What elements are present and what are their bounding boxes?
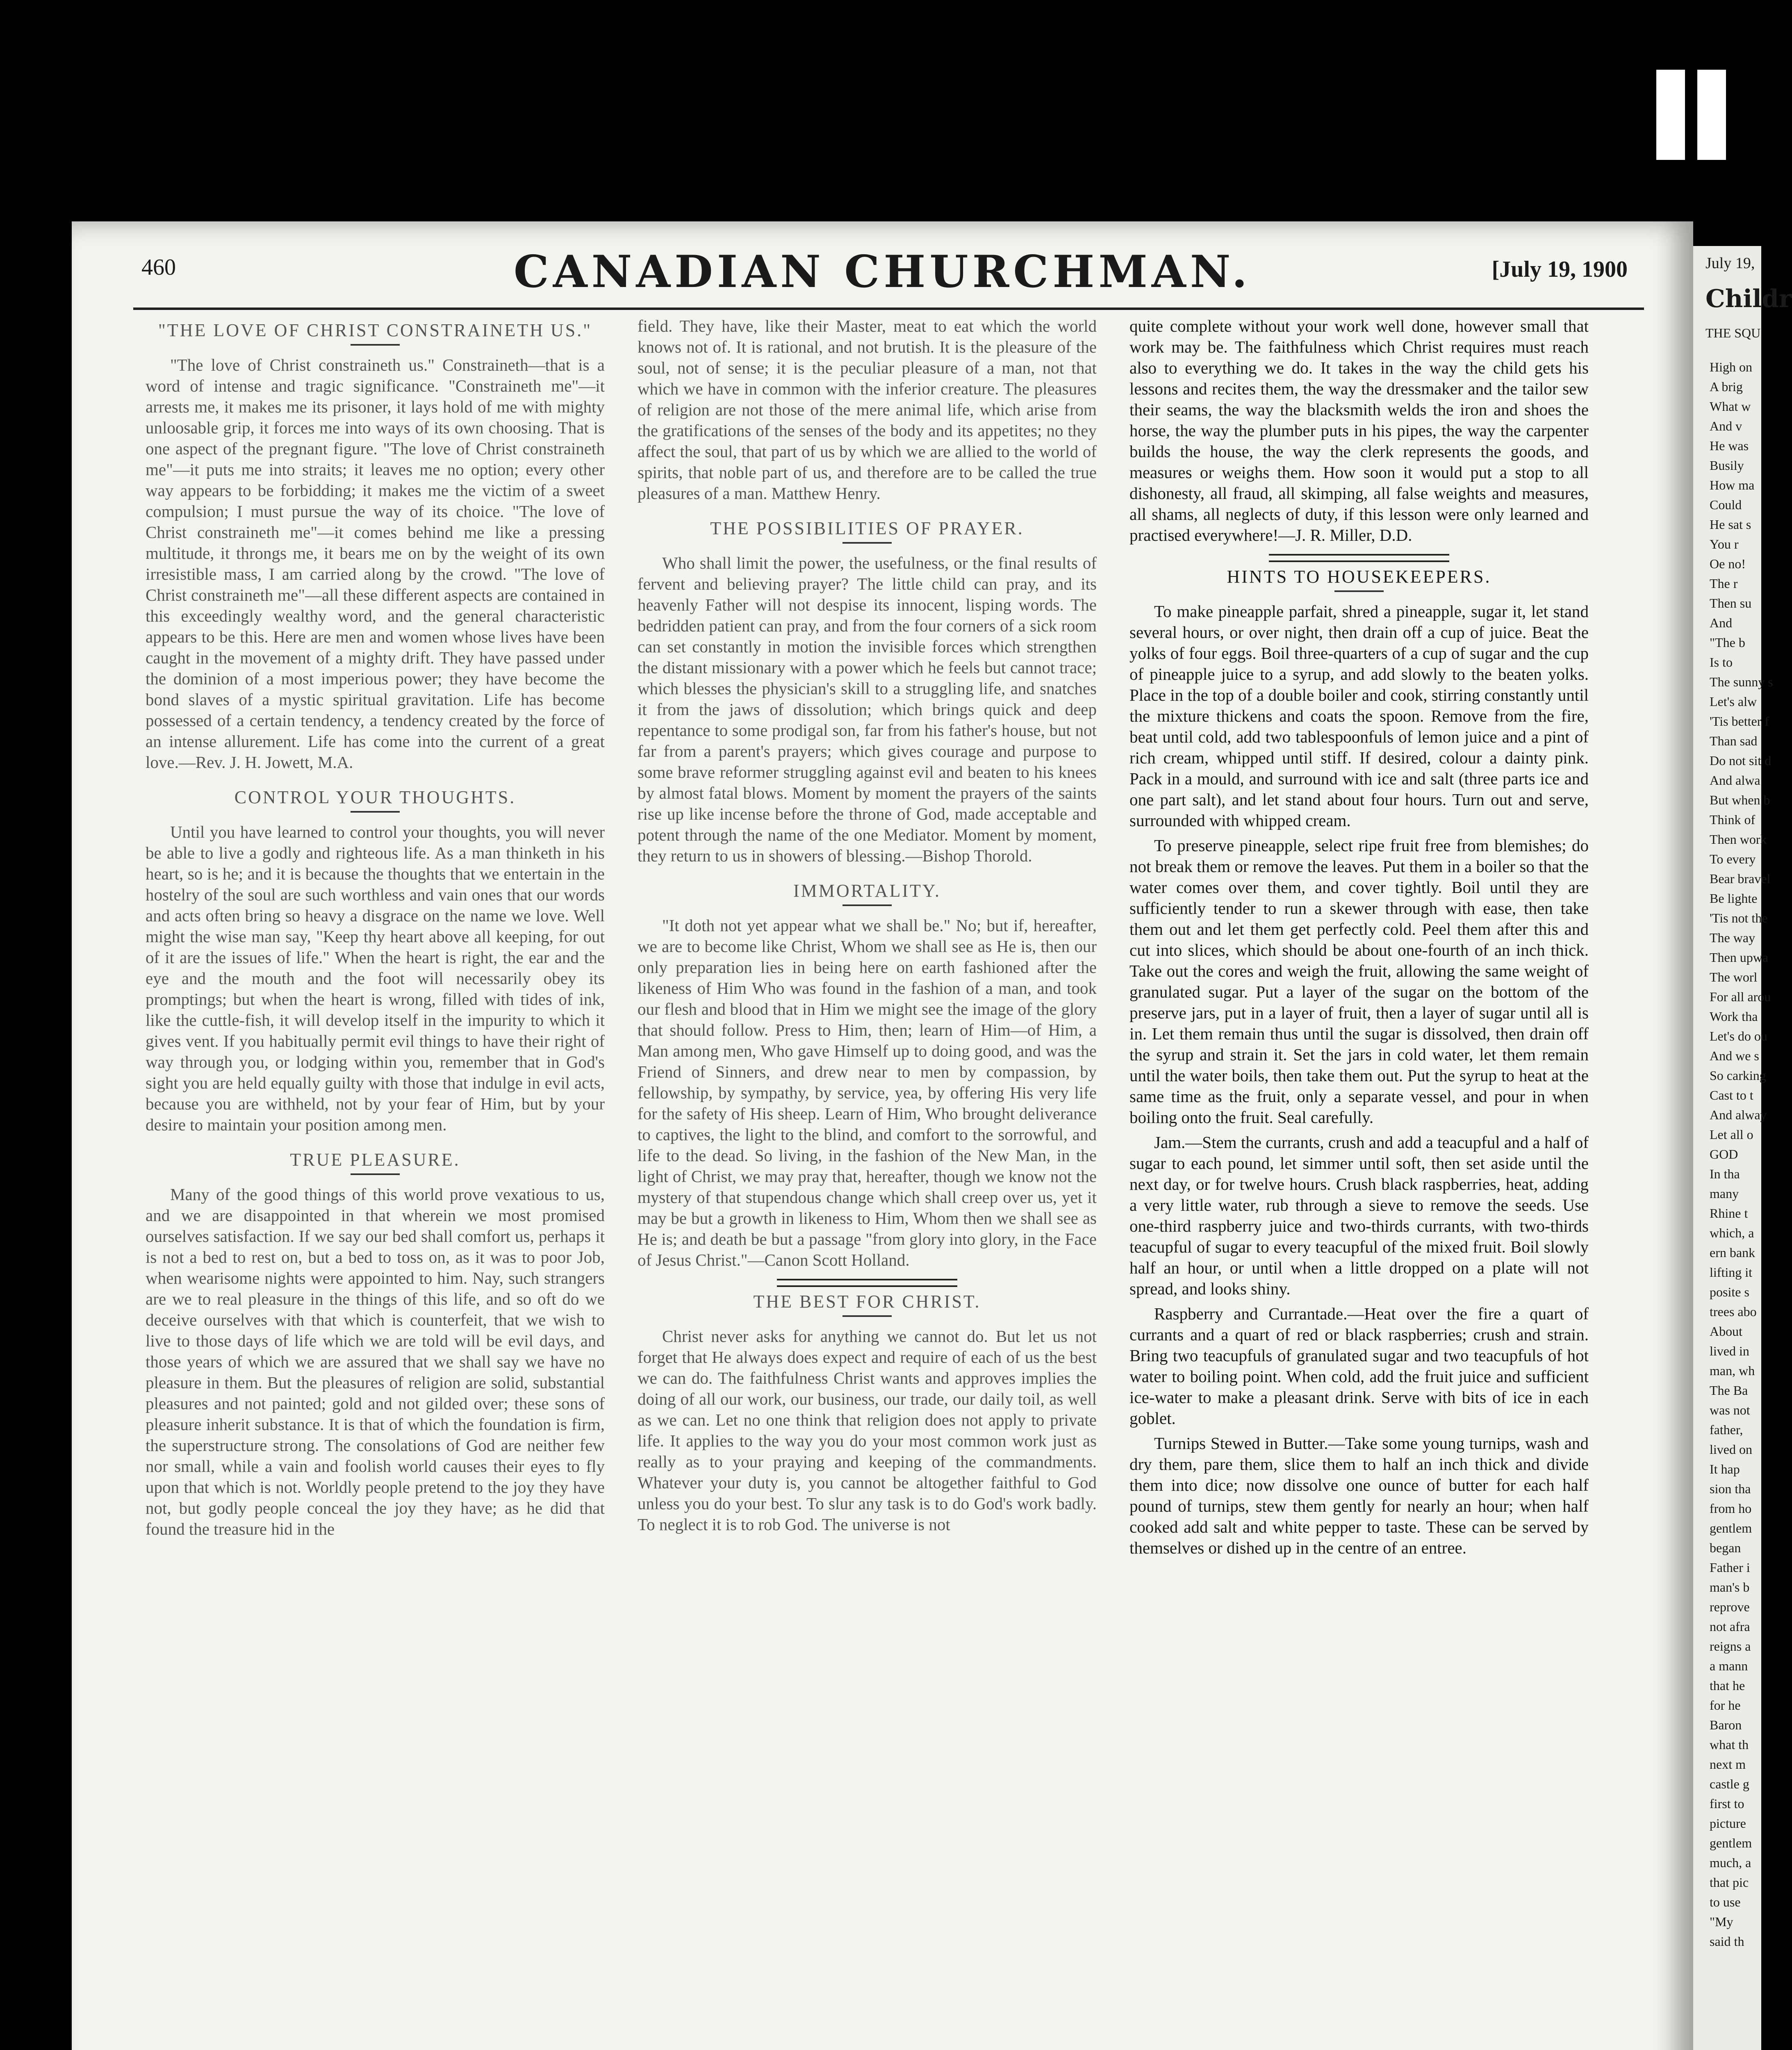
next-page-line: The worl	[1710, 970, 1758, 984]
next-page-line: what th	[1710, 1737, 1749, 1752]
next-page-line: ern bank	[1710, 1245, 1756, 1260]
next-page-line: lifting it	[1710, 1265, 1752, 1280]
next-page-line: About	[1710, 1324, 1742, 1339]
article-heading: IMMORTALITY.	[793, 881, 941, 901]
article-paragraph: Who shall limit the power, the usefulness, or the final results of fervent and believing prayer? The little child can pray, and its heavenly Father will not despise its innocent, lisping words. The bedridden patient can pray, and from the four corners of a sick room can set constantly in motion the invisible forces which strengthen the distant missionary with a power which he feels but cannot trace; which blesses the physician's skill to a struggling life, and snatches it from the jaws of dissolution; which brings quick and deep repentance to some prodigal son, far from his father's house, but not far from a parent's prayers; which gives courage and purpose to some brave reformer struggling against evil and beaten to his knees by almost fatal blows. Moment by moment the prayers of the saints rise up like incense before the throne of God, made acceptable and potent through the name of the one Mediator. Moment by moment, they return to us in showers of blessing.—Bishop Thorold.	[638, 554, 1097, 865]
article-paragraph: Turnips Stewed in Butter.—Take some young turnips, wash and dry them, pare them, slice them to half an inch thick and divide them into dice; now dissolve one ounce of butter for each half pound of turnips, stew them gently for nearly an hour; when half cooked add salt and white pepper to taste. These can be served by themselves or dished up in the centre of an entree.	[1129, 1434, 1589, 1557]
divider	[842, 542, 892, 544]
double-rule	[777, 1279, 957, 1287]
masthead	[72, 238, 1693, 303]
column-1	[146, 316, 605, 1544]
next-page-line: And	[1710, 615, 1733, 630]
article-heading: THE BEST FOR CHRIST.	[753, 1292, 981, 1312]
next-page-line: man, wh	[1710, 1363, 1755, 1378]
next-page-line: began	[1710, 1540, 1741, 1555]
column-2	[638, 316, 1097, 1539]
next-page-subtitle: THE SQU	[1705, 326, 1761, 340]
issue-date: [July 19, 1900	[1491, 257, 1628, 282]
article-heading: TRUE PLEASURE.	[290, 1150, 460, 1170]
next-page-line: lived on	[1710, 1442, 1752, 1457]
next-page-line: Than sad	[1710, 733, 1758, 748]
next-page-line: And alwa	[1710, 773, 1760, 788]
next-page-line: from ho	[1710, 1501, 1752, 1516]
next-page-line: Could	[1710, 497, 1742, 512]
next-page-line: Cast to t	[1710, 1088, 1753, 1102]
next-page-line: A brig	[1710, 379, 1743, 394]
next-page-line: He was	[1710, 438, 1749, 453]
next-page-line: gentlem	[1710, 1521, 1752, 1535]
next-page-line: that pic	[1710, 1875, 1749, 1890]
next-page-line: not afra	[1710, 1619, 1750, 1634]
next-page-line: Father i	[1710, 1560, 1750, 1575]
next-page-line: The Ba	[1710, 1383, 1748, 1398]
next-page-line: What w	[1710, 399, 1751, 414]
article-paragraph: Many of the good things of this world prove vexatious to us, and we are disappointed in that wherein we most promised ourselves satisfaction. If we say our bed shall comfort us, perhaps it is not a bed to rest on, but a bed to toss on, as it was to poor Job, when wearisome nights were appointed to him. Nay, such strangers are we to real pleasure in the things of this life, and so oft do we deceive ourselves with that which is counterfeit, that we wish to live to those days of life which we are told will be evil days, and those years of which we are assured that we shall say we have no pleasure in them. But the pleasures of religion are solid, substantial pleasures and not painted; gold and not gilded over; these sons of pleasure inherit substance. It is that of which the foundation is firm, the superstructure strong. The consolations of God are neither few nor small, while a vain and foolish world causes their eyes to fly upon that which is not. Worldly people pretend to the joy they have not, but godly people conceal the joy they have; as he did that found the treasure hid in the	[146, 1185, 605, 1538]
article-paragraph: Raspberry and Currantade.—Heat over the fire a quart of currants and a quart of red or black raspberries; crush and strain. Bring two teacupfuls of granulated sugar and two teacupfuls of hot water to boiling point. When cold, add the fruit juice and sufficient ice-water to make a pleasant drink. Serve with bits of ice in each goblet.	[1129, 1304, 1589, 1428]
next-page-line: for he	[1710, 1698, 1741, 1713]
masthead-rule	[133, 308, 1644, 310]
next-page-line: sion tha	[1710, 1481, 1751, 1496]
next-page-line: Let's do ou	[1710, 1029, 1767, 1043]
next-page-line: father,	[1710, 1422, 1743, 1437]
next-page-line: Busily	[1710, 458, 1744, 473]
next-page-line: gentlem	[1710, 1836, 1752, 1850]
next-page-line: The way	[1710, 930, 1756, 945]
film-frame-mark	[1656, 70, 1685, 160]
article-paragraph: Jam.—Stem the currants, crush and add a teacupful and a half of sugar to each pound, let simmer until soft, then set aside until the next day, or for twelve hours. Crush black raspberries, heat, adding a very little water, rub through a sieve to remove the seeds. Use one-third raspberry juice and two-thirds currants, with two-thirds teacupful of sugar to every teacupful of the mixed fruit. Boil slowly half an hour, or until when a little dropped on a plate will not spread, and looks shiny.	[1129, 1133, 1589, 1298]
article-paragraph: Christ never asks for anything we cannot do. But let us not forget that He always does expect and require of each of us the best we can do. The faithfulness Christ wants and approves implies the doing of all our work, our business, our trade, our daily toil, as well as we can. Let no one think that religion does not apply to private life. It applies to the way you do your most common work just as really as to your praying and keeping of the commandments. Whatever your duty is, you cannot be altogether faithful to God unless you do your best. To slur any task is to do God's work badly. To neglect it is to rob God. The universe is not	[638, 1327, 1097, 1534]
next-page-line: Is to	[1710, 655, 1733, 670]
next-page-line: Think of	[1710, 812, 1756, 827]
next-page-line: To every	[1710, 852, 1756, 866]
next-page-line: much, a	[1710, 1855, 1751, 1870]
next-page-line: You r	[1710, 537, 1739, 551]
next-page-lines	[1689, 341, 1773, 1951]
divider	[842, 904, 892, 906]
next-page-line: Do not sit d	[1710, 753, 1772, 768]
next-page-line: posite s	[1710, 1285, 1749, 1299]
next-page-line: GOD	[1710, 1147, 1738, 1162]
article-heading: THE POSSIBILITIES OF PRAYER.	[710, 518, 1024, 538]
next-page-line: Then upwa	[1710, 950, 1769, 965]
divider	[1334, 590, 1384, 592]
next-page-header: July 19,	[1705, 255, 1755, 272]
next-page-line: Then su	[1710, 596, 1752, 610]
next-page-line: man's b	[1710, 1580, 1750, 1594]
article-paragraph: field. They have, like their Master, meat to eat which the world knows not of. It is rational, and not brutish. It is the pleasure of the soul, not of sense; it is the peculiar pleasure of a man, not that which we have in common with the inferior creature. The pleasures of religion are not those of the mere animal life, which arise from the gratifications of the senses of the body and its appetites; no they affect the soul, that part of us by which we are allied to the world of spirits, that noble part of us, and therefore are to be called the true pleasures of a man. Matthew Henry.	[638, 317, 1097, 503]
next-page-line: "The b	[1710, 635, 1745, 650]
next-page-line: It hap	[1710, 1462, 1740, 1476]
next-page-line: He sat s	[1710, 517, 1751, 532]
next-page-line: to use	[1710, 1895, 1741, 1909]
divider	[351, 811, 400, 813]
next-page-line: picture	[1710, 1816, 1746, 1831]
next-page-line: Let all o	[1710, 1127, 1753, 1142]
next-page-line: "My	[1710, 1914, 1733, 1929]
next-page-line: next m	[1710, 1757, 1746, 1772]
divider	[842, 1315, 892, 1317]
next-page-line: that he	[1710, 1678, 1745, 1693]
next-page-line: trees abo	[1710, 1304, 1757, 1319]
paper-title: CANADIAN CHURCHMAN.	[513, 246, 1252, 298]
next-page-line: Then work	[1710, 832, 1767, 847]
next-page-line: said th	[1710, 1934, 1744, 1949]
next-page-line: was not	[1710, 1403, 1750, 1417]
article-paragraph: "It doth not yet appear what we shall be." No; but if, hereafter, we are to become like Christ, Whom we shall see as He is, then our only preparation lies in being here on earth fashioned after the likeness of Him Who was found in the fashion of a man, and took our flesh and blood that in Him we might see the image of the glory that should follow. Press to Him, then; learn of Him—of Him, a Man among men, Who gave Himself up to doing good, and was the Friend of Sinners, and drew near to men by compassion, by fellowship, by sympathy, by service, yea, by offering His very life for the safety of His sheep. Learn of Him, Who brought deliverance to captives, the light to the blind, and comfort to the sorrowful, and life to the dead. So living, in the fashion of the New Man, in the light of Christ, we may pray that, hereafter, though we know not the mystery of that stupendous change which shall creep over us, yet it may be but a growth in likeness to Him, Whom then we shall see as He is; and death be but a passage "from glory into glory, in the Face of Jesus Christ."—Canon Scott Holland.	[638, 916, 1097, 1269]
article-heading: CONTROL YOUR THOUGHTS.	[234, 787, 516, 807]
article-paragraph: quite complete without your work well done, however small that work may be. The faithfulness which Christ requires must reach also to everything we do. It takes in the way the child gets his lessons and recites them, the way the dressmaker and the tailor sew their seams, the way the blacksmith welds the iron and shoes the horse, the way the plumber puts in his pipes, the way the carpenter builds the house, the way the clerk represents the goods, and measures or weighs them. How soon it would put a stop to all dishonesty, all fraud, all skimping, all false weights and measures, all shams, all neglects of duty, if this lesson were only learned and practised everywhere!—J. R. Miller, D.D.	[1129, 317, 1589, 544]
next-page-line: In tha	[1710, 1166, 1740, 1181]
next-page-line: 'Tis not the	[1710, 911, 1768, 925]
divider	[351, 1173, 400, 1175]
film-frame-mark	[1697, 70, 1726, 160]
next-page-line: Let's alw	[1710, 694, 1757, 709]
article-heading: HINTS TO HOUSEKEEPERS.	[1227, 567, 1491, 587]
next-page-line: Work tha	[1710, 1009, 1758, 1024]
next-page-line: And v	[1710, 419, 1742, 433]
next-page-line: So carking	[1710, 1068, 1766, 1083]
next-page-line: And we s	[1710, 1048, 1759, 1063]
next-page-line: High on	[1710, 360, 1752, 374]
newspaper-page	[72, 221, 1693, 2050]
next-page-line: The sunny s	[1710, 674, 1773, 689]
divider	[351, 344, 400, 346]
next-page-line: many	[1710, 1186, 1739, 1201]
next-page-line: reigns a	[1710, 1639, 1751, 1654]
next-page-line: first to	[1710, 1796, 1744, 1811]
article-paragraph: Until you have learned to control your thoughts, you will never be able to live a godly and righteous life. As a man thinketh in his heart, so is he; and it is because the thoughts that we entertain in the hostelry of the soul are such worthless and vain ones that our words and acts often bring so heavy a disgrace on the name we love. Well might the wise man say, "Keep thy heart above all keeping, for out of it are the issues of life." When the heart is right, the ear and the eye and the mouth and the foot will necessarily obey its promptings; but when the heart is wrong, filled with tides of ink, like the cuttle-fish, it will develop itself in the impurity to which it gives vent. If you habitually permit evil things to have their right of way through you, or lodging within you, remember that in God's sight you are held equally guilty with those that indulge in evil acts, because you are withheld, not by your fear of Him, but by your desire to maintain your position among men.	[146, 822, 605, 1134]
next-page-line: And alway	[1710, 1107, 1767, 1122]
article-heading: "THE LOVE OF CHRIST CONSTRAINETH US."	[158, 320, 592, 340]
next-page-line: reprove	[1710, 1599, 1750, 1614]
page-number: 460	[141, 255, 176, 280]
next-page-line: Baron	[1710, 1717, 1742, 1732]
next-page-line: The r	[1710, 576, 1738, 591]
next-page-line: castle g	[1710, 1777, 1749, 1791]
next-page-line: For all arou	[1710, 989, 1771, 1004]
next-page-line: which, a	[1710, 1225, 1754, 1240]
next-page-line: But when b	[1710, 793, 1770, 807]
next-page-line: 'Tis better f	[1710, 714, 1769, 729]
next-page-line: Be lighte	[1710, 891, 1758, 906]
next-page-line: Rhine t	[1710, 1206, 1748, 1221]
next-page-title: Childr	[1705, 285, 1792, 313]
next-page-line: lived in	[1710, 1344, 1749, 1358]
article-paragraph: To preserve pineapple, select ripe fruit free from blemishes; do not break them or remove the leaves. Put them in a boiler so that the water comes over them, and cover tightly. Boil until they are sufficiently tender to run a skewer through with ease, then take them out and let them get perfectly cold. Peel them after this and cut into slices, which should be about one-fourth of an inch thick. Take out the cores and weigh the fruit, allowing the same weight of granulated sugar. Put a layer of the sugar on the bottom of the preserve jars, put in a layer of fruit, then a layer of sugar until all is in. Let them remain thus until the sugar is dissolved, then drain off the syrup and strain it. Set the jars in cold water, let them remain until the water boils, then take them out. Put the syrup to heat at the same time as the fruit, only a separate vessel, and pour in when boiling onto the fruit. Seal carefully.	[1129, 836, 1589, 1127]
next-page-line: How ma	[1710, 478, 1755, 492]
column-3	[1129, 316, 1589, 1563]
next-page-line: Oe no!	[1710, 556, 1746, 571]
next-page-line: Bear bravel	[1710, 871, 1771, 886]
double-rule	[1269, 554, 1449, 562]
next-page-strip	[1689, 246, 1792, 2050]
article-paragraph: "The love of Christ constraineth us." Constraineth—that is a word of intense and tragic significance. "Constraineth me"—it arrests me, it makes me its prisoner, it lays hold of me with mighty unloosable grip, it forces me into ways of its own choosing. That is one aspect of the pregnant figure. "The love of Christ constraineth me"—it puts me into straits; it leaves me no option; every other way appears to be forbidding; it makes me the victim of a sweet compulsion; I must pursue the way of its choice. "The love of Christ constraineth me"—it comes behind me like a pressing multitude, it throngs me, it bears me on by the weight of its own irresistible mass, I am carried along by the crowd. "The love of Christ constraineth me"—all these different aspects are contained in this exceedingly wealthy word, and the general characteristic appears to be this. Here are men and women whose lives have been caught in the movement of a mighty drift. They have passed under the dominion of a most imperious power; they have become the bond slaves of a mystic spiritual gravitation. Life has become possessed of a certain tendency, a tendency created by the force of an intense allurement. Life has come into the current of a great love.—Rev. J. H. Jowett, M.A.	[146, 355, 605, 772]
article-paragraph: To make pineapple parfait, shred a pineapple, sugar it, let stand several hours, or over night, then drain off a cup of juice. Beat the yolks of four eggs. Boil three-quarters of a cup of sugar and the cup of pineapple juice to a syrup, and add slowly to the beaten yolks. Place in the top of a double boiler and cook, stirring constantly until the mixture thickens and coats the spoon. Remove from the fire, beat until cold, add two tablespoonfuls of lemon juice and a pint of rich cream, whipped until stiff. If desired, colour a dainty pink. Pack in a mould, and surround with ice and salt (three parts ice and one part salt), and let stand about four hours. Turn out and serve, surrounded with whipped cream.	[1129, 602, 1589, 830]
next-page-line: a mann	[1710, 1658, 1748, 1673]
